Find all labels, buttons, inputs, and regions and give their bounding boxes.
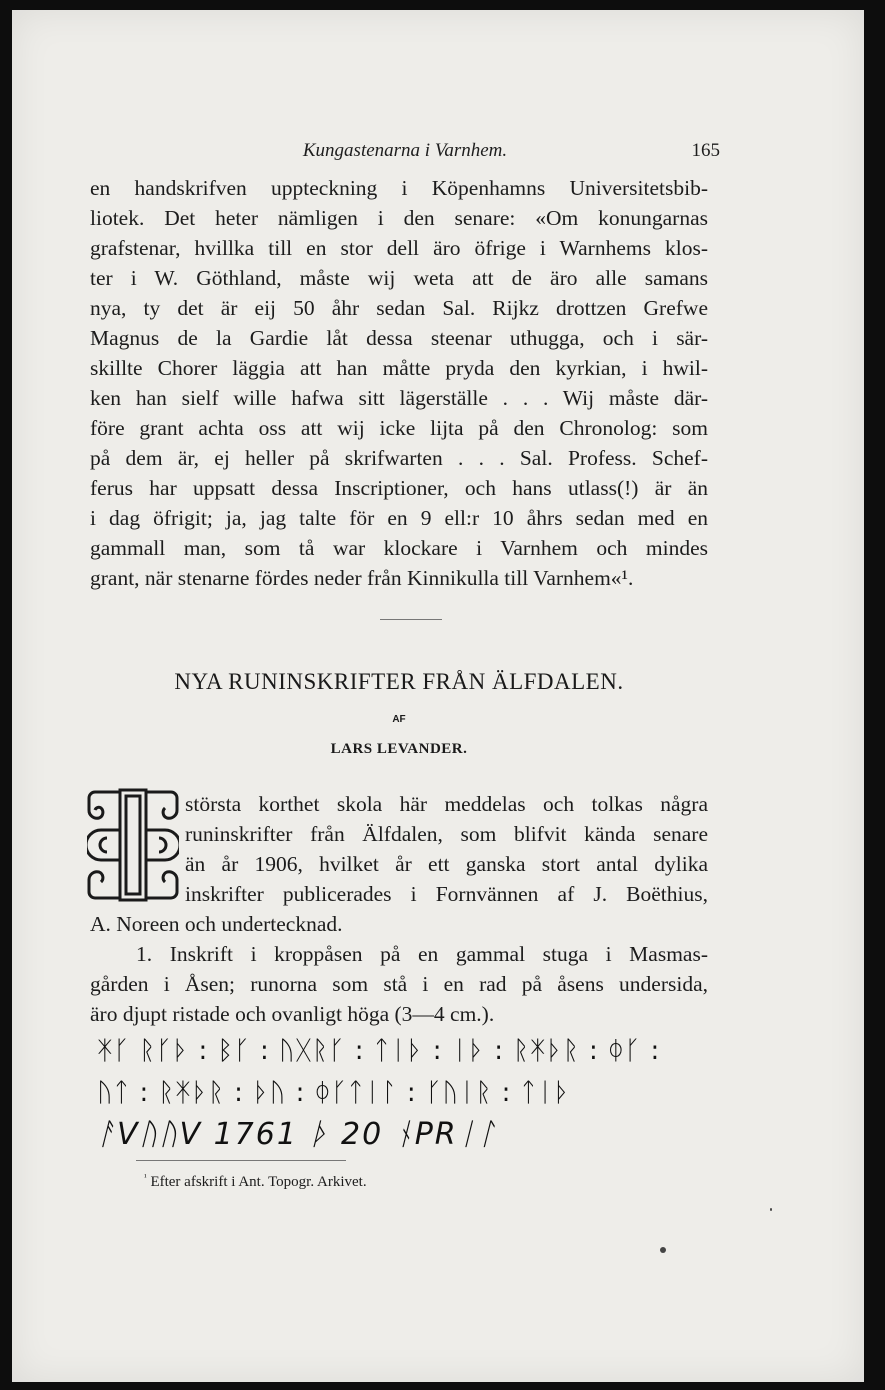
rune-line: ᚨVᚢᚢV 1761 ᚦ 20 ᚾPRᛁᛚ — [97, 1117, 498, 1152]
text-line: på dem är, ej heller på skrifwarten . . . Sal. Profess. Schef- — [90, 446, 708, 470]
text-line: största korthet skola här meddelas och tolkas några — [185, 792, 708, 816]
text-line: A. Noreen och undertecknad. — [90, 912, 343, 936]
article-author: LARS LEVANDER. — [330, 741, 468, 757]
paragraph-quote — [90, 173, 708, 593]
text-line: ken han sielf wille hafwa sitt lägerställe . . . Wij måste där- — [90, 386, 708, 410]
text-line: före grant achta oss att wij icke lijta på den Chronolog: som — [90, 416, 708, 440]
text-line: ferus har uppsatt dessa Inscriptioner, och hans utlass(!) är än — [90, 476, 708, 500]
rune-inscription — [97, 1030, 717, 1156]
text-line: än år 1906, hvilket år ett ganska stort antal dylika — [185, 852, 708, 876]
text-line: liotek. Det heter nämligen i den senare: «Om konungarnas — [90, 206, 708, 230]
rune-line: ᚢᛏ : ᚱᛡᚦᚱ : ᚦᚢ : ᛰᚴᛏᛁᛚ : ᚴᚢᛁᚱ : ᛏᛁᚦ — [97, 1078, 571, 1108]
paragraph-introduction — [90, 789, 708, 1029]
speck — [770, 1208, 772, 1211]
text-line: ter i W. Göthland, måste wij weta att de äro alle samans — [90, 266, 708, 290]
book-page — [12, 10, 864, 1382]
running-title: Kungastenarna i Varnhem. — [302, 140, 508, 161]
text-line: 1. Inskrift i kroppåsen på en gammal stuga i Masmas- — [136, 942, 708, 966]
running-head — [90, 140, 720, 164]
text-line: grant, när stenarne fördes neder från Kinnikulla till Varnhem«¹. — [90, 566, 634, 590]
text-line: inskrifter publicerades i Fornvännen af J. Boëthius, — [185, 882, 708, 906]
text-line: gården i Åsen; runorna som stå i en rad på åsens undersida, — [90, 972, 708, 996]
text-line: äro djupt ristade och ovanligt höga (3—4 cm.). — [90, 1002, 495, 1026]
footnote-marker: ¹ — [144, 1172, 147, 1182]
text-line: grafstenar, hvillka till en stor dell äro öfrige i Warnhems klos- — [90, 236, 708, 260]
text-line: gammall man, som tå war klockare i Varnhem och mindes — [90, 536, 708, 560]
byline-af: AF — [392, 714, 406, 725]
text-line: en handskrifven uppteckning i Köpenhamns Universitetsbib- — [90, 176, 708, 200]
footnote — [144, 1172, 367, 1191]
section-divider — [380, 619, 442, 620]
text-line: Magnus de la Gardie låt dessa steenar uthugga, och i sär- — [90, 326, 708, 350]
page-number: 165 — [691, 140, 720, 161]
article-heading: NYA RUNINSKRIFTER FRÅN ÄLFDALEN. — [174, 669, 624, 694]
text-line: skillte Chorer läggia att han måtte pryda den kyrkian, i hwil- — [90, 356, 708, 380]
footnote-text: Efter afskrift i Ant. Topogr. Arkivet. — [150, 1174, 367, 1190]
rune-line: ᛡᚴ ᚱᚴᚦ : ᛒᚴ : ᚢᚷᚱᚴ : ᛏᛁᚦ : ᛁᚦ : ᚱᛡᚦᚱ : ᛰᚴ : — [97, 1036, 661, 1066]
speck — [660, 1247, 666, 1253]
text-line: i dag öfrigit; ja, jag talte för en 9 ell:r 10 åhrs sedan med en — [90, 506, 708, 530]
text-line: nya, ty det är eij 50 åhr sedan Sal. Rijkz drottzen Grefwe — [90, 296, 708, 320]
footnote-rule — [136, 1160, 346, 1161]
text-line: runinskrifter från Älfdalen, som blifvit kända senare — [185, 822, 708, 846]
